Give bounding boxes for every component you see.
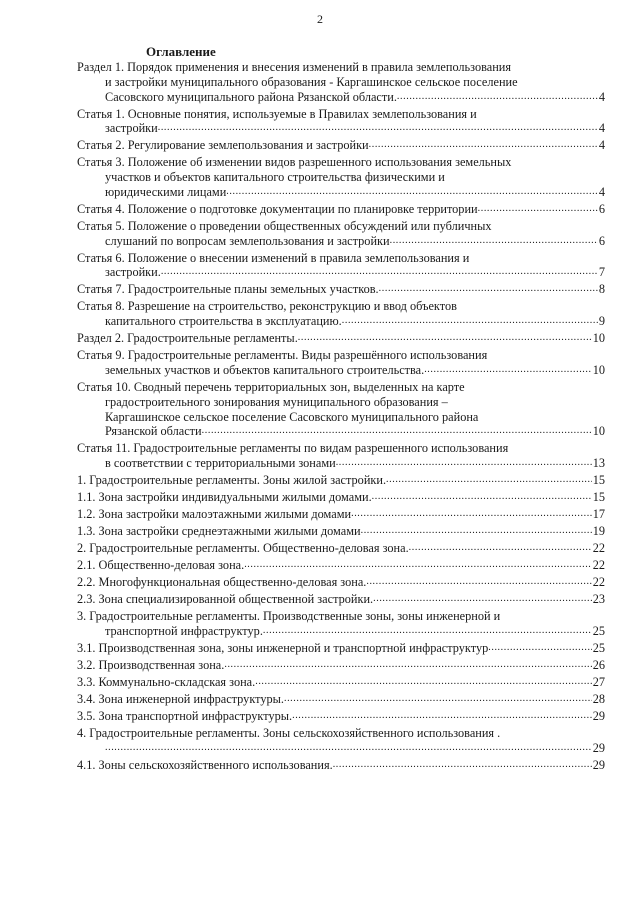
toc-entry[interactable]: [77, 575, 605, 590]
dot-leader: [397, 90, 598, 105]
dot-leader: [333, 758, 592, 773]
toc-entry[interactable]: [77, 299, 605, 329]
toc-entry-text: 2. Градостроительные регламенты. Общественно-деловая зона.: [77, 541, 409, 556]
toc-entry-text: застройки: [105, 121, 158, 136]
toc-entry[interactable]: [77, 758, 605, 773]
dot-leader: [202, 424, 592, 439]
toc-entry[interactable]: [77, 558, 605, 573]
toc-entry-text: Раздел 1. Порядок применения и внесения изменений в правила землепользования: [77, 60, 512, 74]
dot-leader: [409, 541, 592, 556]
toc-entry-text: Статья 6. Положение о внесении изменений в правила землепользования и: [77, 250, 470, 265]
toc-page-number: 4: [598, 184, 605, 199]
toc-entry-text: Раздел 2. Градостроительные регламенты.: [77, 331, 298, 346]
toc-entry-text: 1.3. Зона застройки среднеэтажными жилыми домами: [77, 524, 361, 539]
dot-leader: [255, 675, 591, 690]
toc-entry[interactable]: [77, 675, 605, 690]
toc-entry-text: 4.1. Зоны сельскохозяйственного использования.: [77, 757, 333, 772]
toc-entry-text: Каргашинское сельское поселение Сасовского муниципального района: [105, 409, 479, 424]
toc-entry[interactable]: [77, 441, 605, 471]
toc-entry-text: градостроительного зонирования муниципального образования –: [105, 394, 448, 409]
dot-leader: [366, 575, 591, 590]
toc-entry-text: 4. Градостроительные регламенты. Зоны сельскохозяйственного использования .: [77, 725, 501, 740]
page-number: 2: [317, 12, 323, 26]
toc-entry-text: земельных участков и объектов капитального строительства.: [105, 363, 425, 378]
toc-entry-text: 2.2. Многофункциональная общественно-деловая зона.: [77, 575, 367, 590]
toc-entry-text: 2.1. Общественно-деловая зона.: [77, 558, 245, 573]
toc-entry[interactable]: [77, 219, 605, 249]
toc-entry[interactable]: [77, 282, 605, 297]
dot-leader: [298, 331, 592, 346]
toc-page-number: 4: [598, 89, 605, 104]
dot-leader: [284, 692, 592, 707]
toc-entry[interactable]: [77, 155, 605, 199]
dot-leader: [105, 741, 592, 756]
toc-page-number: 29: [592, 740, 605, 755]
toc-entry-text: в соответствии с территориальными зонами: [105, 456, 336, 471]
toc-page-number: 22: [592, 558, 605, 573]
dot-leader: [336, 456, 592, 471]
toc-entry-text: Статья 10. Сводный перечень территориальных зон, выделенных на карте: [77, 380, 465, 394]
toc-page-number: 10: [592, 363, 605, 378]
dot-leader: [372, 490, 592, 505]
toc-entry[interactable]: [77, 138, 605, 153]
toc-page-number: 6: [598, 233, 605, 248]
toc-entry-text: Сасовского муниципального района Рязанской области.: [105, 89, 397, 104]
toc-entry[interactable]: [77, 107, 605, 137]
dot-leader: [244, 558, 592, 573]
toc-entry[interactable]: [77, 60, 605, 104]
toc-page-number: 17: [592, 507, 605, 522]
toc-page-number: 22: [592, 575, 605, 590]
dot-leader: [292, 709, 592, 724]
toc-entry-text: 1. Градостроительные регламенты. Зоны жилой застройки.: [77, 473, 387, 488]
toc-entry-text: 3.4. Зона инженерной инфраструктуры.: [77, 691, 284, 706]
toc-entry[interactable]: [77, 641, 605, 656]
toc-entry[interactable]: [77, 473, 605, 488]
toc-page-number: 15: [592, 490, 605, 505]
toc-entry-text: транспортной инфраструктур.: [105, 623, 263, 638]
table-of-contents: [77, 60, 605, 775]
toc-page-number: 9: [598, 314, 605, 329]
toc-entry-text: Статья 7. Градостроительные планы земельных участков.: [77, 282, 379, 297]
toc-page-number: 10: [592, 424, 605, 439]
toc-page-number: 19: [592, 524, 605, 539]
toc-entry-text: Статья 4. Положение о подготовке документации по планировке территории: [77, 201, 478, 216]
toc-entry-text: Рязанской области: [105, 424, 202, 439]
dot-leader: [158, 121, 598, 136]
toc-page-number: 15: [592, 473, 605, 488]
toc-page-number: 29: [592, 708, 605, 723]
toc-entry-text: капитального строительства в эксплуатацию.: [105, 314, 342, 329]
dot-leader: [224, 658, 591, 673]
dot-leader: [488, 641, 591, 656]
toc-page-number: 26: [592, 657, 605, 672]
toc-page-number: 10: [592, 331, 605, 346]
toc-entry[interactable]: [77, 507, 605, 522]
toc-entry[interactable]: [77, 524, 605, 539]
toc-entry[interactable]: [77, 348, 605, 378]
toc-entry-text: Статья 3. Положение об изменении видов разрешенного использования земельных: [77, 155, 512, 170]
toc-page-number: 29: [592, 757, 605, 772]
toc-page-number: 25: [592, 640, 605, 655]
toc-page-number: 28: [592, 691, 605, 706]
toc-page-number: 6: [598, 201, 605, 216]
toc-entry-text: 3.1. Производственная зона, зоны инженерной и транспортной инфраструктур: [77, 640, 489, 655]
toc-page-number: 23: [592, 592, 605, 607]
toc-entry-text: слушаний по вопросам землепользования и застройки: [105, 233, 390, 248]
toc-entry[interactable]: [77, 592, 605, 607]
toc-entry-text: Статья 1. Основные понятия, используемые в Правилах землепользования и: [77, 106, 477, 121]
toc-entry[interactable]: [77, 609, 605, 639]
toc-entry-text: Статья 8. Разрешение на строительство, реконструкцию и ввод объектов: [77, 299, 457, 314]
toc-entry-text: Статья 5. Положение о проведении общественных обсуждений или публичных: [77, 218, 492, 233]
toc-entry-text: Статья 11. Градостроительные регламенты по видам разрешенного использования: [77, 441, 509, 456]
toc-entry[interactable]: [77, 658, 605, 673]
toc-entry[interactable]: [77, 490, 605, 505]
toc-entry-text: 2.3. Зона специализированной общественной застройки.: [77, 592, 374, 607]
toc-entry[interactable]: [77, 541, 605, 556]
toc-entry-text: застройки.: [105, 265, 161, 280]
dot-leader: [342, 314, 598, 329]
toc-entry[interactable]: [77, 709, 605, 724]
toc-entry[interactable]: [77, 380, 605, 439]
toc-page-number: 8: [598, 282, 605, 297]
toc-entry[interactable]: [77, 331, 605, 346]
toc-entry[interactable]: [77, 202, 605, 217]
dot-leader: [386, 473, 592, 488]
toc-entry-text: Статья 2. Регулирование землепользования и застройки: [77, 138, 369, 153]
toc-entry[interactable]: [77, 692, 605, 707]
toc-entry-text: 1.1. Зона застройки индивидуальными жилыми домами.: [77, 490, 372, 505]
dot-leader: [161, 265, 598, 280]
toc-page-number: 4: [598, 121, 605, 136]
dot-leader: [379, 282, 598, 297]
dot-leader: [369, 138, 598, 153]
dot-leader: [390, 234, 598, 249]
toc-page-number: 22: [592, 541, 605, 556]
toc-title: Оглавление: [146, 44, 216, 59]
dot-leader: [263, 624, 592, 639]
toc-entry-text: 3.3. Коммунально-складская зона.: [77, 674, 256, 689]
dot-leader: [361, 524, 592, 539]
toc-page-number: 27: [592, 674, 605, 689]
toc-page-number: 4: [598, 138, 605, 153]
toc-page-number: 13: [592, 456, 605, 471]
toc-entry-text: 3. Градостроительные регламенты. Производственные зоны, зоны инженерной и: [77, 609, 501, 624]
dot-leader: [226, 185, 598, 200]
dot-leader: [478, 202, 598, 217]
dot-leader: [373, 592, 592, 607]
dot-leader: [424, 363, 592, 378]
toc-page-number: 25: [592, 623, 605, 638]
toc-entry-text: Статья 9. Градостроительные регламенты. Виды разрешённого использования: [77, 348, 488, 363]
toc-entry[interactable]: [77, 251, 605, 281]
toc-entry-text: и застройки муниципального образования - Каргашинское сельское поселение: [105, 74, 518, 89]
toc-entry-text: 3.5. Зона транспортной инфраструктуры.: [77, 708, 293, 723]
dot-leader: [351, 507, 592, 522]
toc-entry-text: 3.2. Производственная зона.: [77, 657, 225, 672]
toc-entry-text: участков и объектов капитального строительства физическими и: [105, 170, 445, 185]
toc-entry[interactable]: [77, 726, 605, 756]
toc-entry-text: юридическими лицами: [105, 184, 227, 199]
toc-page-number: 7: [598, 265, 605, 280]
toc-entry-text: 1.2. Зона застройки малоэтажными жилыми домами: [77, 507, 352, 522]
